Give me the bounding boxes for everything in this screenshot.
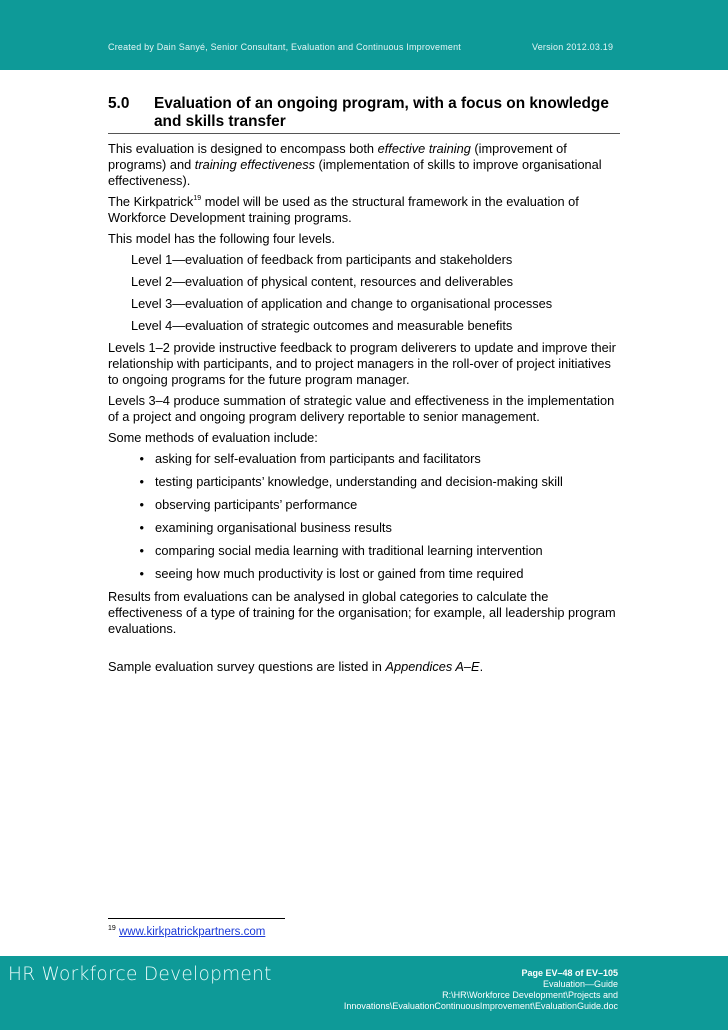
footer-info <box>344 968 618 1012</box>
list-item-text: observing participants’ performance <box>155 497 358 512</box>
list-item-text: examining organisational business results <box>155 520 392 535</box>
paragraph-intro <box>108 141 620 189</box>
list-item <box>108 520 620 536</box>
text-run: This evaluation is designed to encompass both <box>108 141 378 156</box>
list-item <box>108 497 620 513</box>
list-item-text: seeing how much productivity is lost or gained from time required <box>155 566 524 581</box>
bullet-icon: • <box>139 497 144 512</box>
list-item <box>108 451 620 467</box>
file-path-line-2: Innovations\EvaluationContinuousImprovement\EvaluationGuide.doc <box>343 1001 618 1011</box>
bullet-icon: • <box>139 474 144 489</box>
paragraph-levels-1-2: Levels 1–2 provide instructive feedback to program deliverers to update and improve their relationship with participants, and to project managers in the roll-over of project initiatives to ongoing programs for the future program manager. <box>108 340 616 387</box>
list-item-level-2: Level 2—evaluation of physical content, resources and deliverables <box>131 274 514 289</box>
document-body <box>108 95 620 680</box>
text-run: (improvement of programs) and <box>108 141 567 172</box>
paragraph-results: Results from evaluations can be analysed in global categories to calculate the effectiveness of a type of training for the organisation; for example, all leadership program evaluations. <box>108 589 616 636</box>
text-run: . <box>479 659 484 674</box>
text-run: Sample evaluation survey questions are listed in <box>108 659 386 674</box>
file-path-line-1: R:\HR\Workforce Development\Projects and <box>442 990 618 1000</box>
methods-list <box>108 451 620 582</box>
emphasis-training-effectiveness: training effectiveness <box>194 157 315 172</box>
header-band <box>0 0 728 70</box>
footnote-divider <box>108 918 285 919</box>
doc-title: Evaluation—Guide <box>542 979 618 989</box>
footer-band <box>0 956 728 1030</box>
section-number: 5.0 <box>108 95 130 112</box>
page-number: Page EV–48 of EV–105 <box>521 968 618 978</box>
appendices-reference: Appendices A–E <box>385 659 480 674</box>
hr-workforce-logo: HR Workforce Development <box>8 964 272 985</box>
paragraph-levels-intro: This model has the following four levels. <box>108 231 335 246</box>
list-item <box>108 474 620 490</box>
header-version: Version 2012.03.19 <box>532 42 614 52</box>
bullet-icon: • <box>139 451 144 466</box>
footnote-link[interactable]: www.kirkpatrickpartners.com <box>119 926 266 938</box>
levels-list <box>108 252 620 334</box>
list-item <box>108 543 620 559</box>
list-item <box>108 566 620 582</box>
paragraph-levels-3-4: Levels 3–4 produce summation of strategic value and effectiveness in the implementation of a project and ongoing program delivery reportable to senior management. <box>108 393 615 424</box>
section-heading <box>108 95 620 134</box>
footnote <box>108 925 265 938</box>
paragraph-methods-intro: Some methods of evaluation include: <box>108 430 318 445</box>
section-title: Evaluation of an ongoing program, with a focus on knowledge and skills transfer <box>154 95 609 130</box>
list-item-level-1: Level 1—evaluation of feedback from participants and stakeholders <box>131 252 513 267</box>
bullet-icon: • <box>139 543 144 558</box>
list-item-level-3: Level 3—evaluation of application and change to organisational processes <box>131 296 553 311</box>
list-item-text: comparing social media learning with traditional learning intervention <box>155 543 543 558</box>
bullet-icon: • <box>139 566 144 581</box>
bullet-icon: • <box>139 520 144 535</box>
footnote-number: 19 <box>108 925 116 932</box>
paragraph-kirkpatrick <box>108 194 620 226</box>
header-author: Created by Dain Sanyé, Senior Consultant, Evaluation and Continuous Improvement <box>108 42 461 52</box>
text-run: model will be used as the structural framework in the evaluation of Workforce Development training programs. <box>108 194 579 225</box>
emphasis-effective-training: effective training <box>377 141 471 156</box>
text-run: (implementation of skills to improve organisational effectiveness). <box>108 157 602 188</box>
text-run: The Kirkpatrick <box>108 194 194 209</box>
footnote-reference[interactable]: 19 <box>193 195 202 202</box>
list-item-text: testing participants’ knowledge, understanding and decision-making skill <box>155 474 563 489</box>
paragraph-appendices <box>108 659 620 675</box>
list-item-text: asking for self-evaluation from participants and facilitators <box>155 451 481 466</box>
list-item-level-4: Level 4—evaluation of strategic outcomes and measurable benefits <box>131 318 513 333</box>
